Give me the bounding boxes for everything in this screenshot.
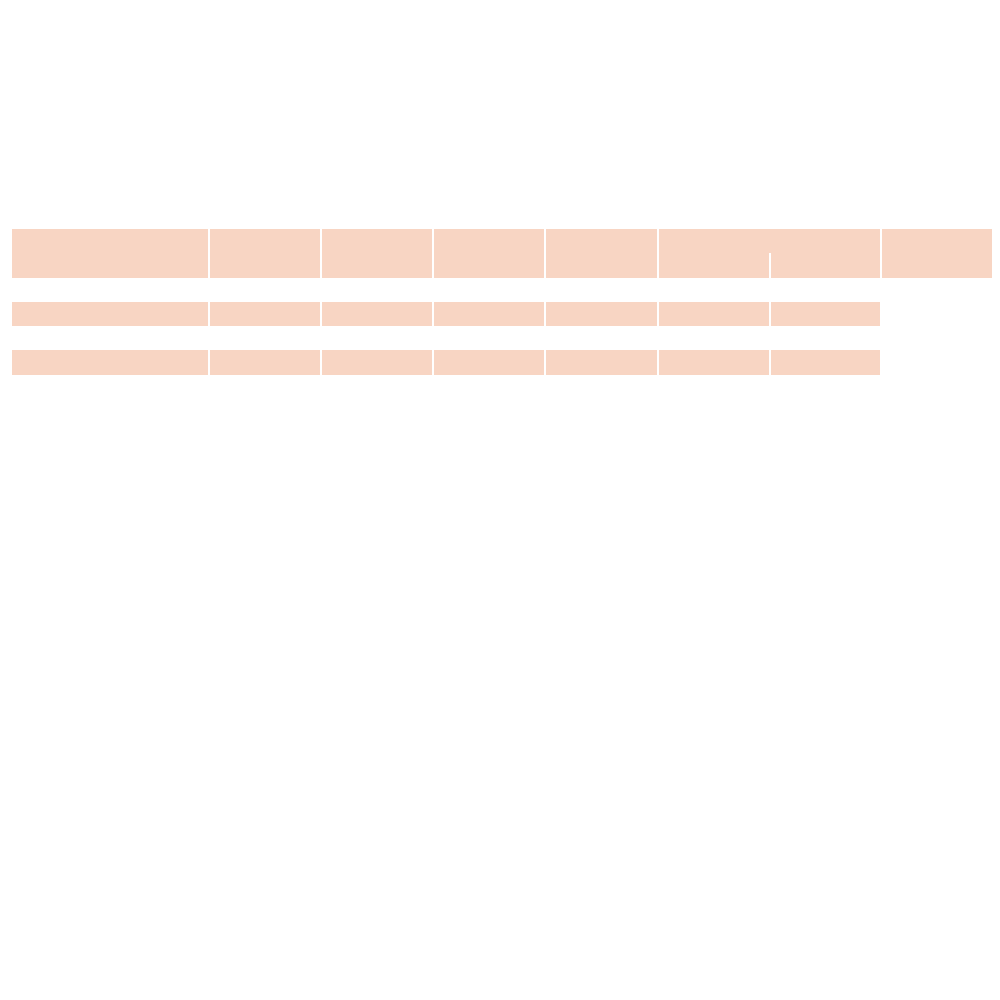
- data-rows: [12, 278, 992, 375]
- cell-rpm: [210, 350, 320, 374]
- header-signal: [12, 229, 208, 253]
- cell-signal: [12, 326, 208, 350]
- cell-suction: [659, 278, 769, 302]
- cell-flow: [546, 350, 657, 374]
- cell-flow: [546, 278, 657, 302]
- cell-suction: [659, 350, 769, 374]
- unit-rpm: [210, 253, 320, 277]
- cell-rpm: [210, 326, 320, 350]
- cell-signal: [12, 278, 208, 302]
- unit-signal: [12, 253, 208, 277]
- units-row: [12, 253, 992, 277]
- cell-rpm: [210, 278, 320, 302]
- cell-power: [322, 302, 432, 326]
- table-row: [12, 326, 992, 350]
- header-weight: [882, 229, 992, 253]
- cell-power: [322, 278, 432, 302]
- table-row: [12, 302, 992, 326]
- cell-power: [322, 326, 432, 350]
- cell-power: [322, 350, 432, 374]
- header-acoustic: [659, 229, 880, 253]
- cell-weight: [882, 326, 992, 350]
- cell-flow: [546, 302, 657, 326]
- cell-signal: [12, 350, 208, 374]
- cell-suction: [659, 302, 769, 326]
- cell-current: [434, 350, 544, 374]
- table-row: [12, 350, 992, 374]
- header-row: [12, 229, 992, 253]
- cell-weight: [882, 350, 992, 374]
- cell-current: [434, 278, 544, 302]
- unit-weight: [882, 253, 992, 277]
- unit-current: [434, 253, 544, 277]
- unit-power: [322, 253, 432, 277]
- cell-flow: [546, 326, 657, 350]
- cell-signal: [12, 302, 208, 326]
- unit-discharge: [771, 253, 880, 277]
- cell-suction: [659, 326, 769, 350]
- cell-discharge: [771, 350, 880, 374]
- performance-table: [12, 229, 992, 375]
- cell-discharge: [771, 302, 880, 326]
- unit-flow: [546, 253, 657, 277]
- cell-weight: [882, 302, 992, 326]
- cell-rpm: [210, 302, 320, 326]
- cell-current: [434, 326, 544, 350]
- table-row: [12, 278, 992, 302]
- cell-current: [434, 302, 544, 326]
- cell-weight: [882, 278, 992, 302]
- header-flow: [546, 229, 657, 253]
- header-current: [434, 229, 544, 253]
- header-power: [322, 229, 432, 253]
- unit-suction: [659, 253, 769, 277]
- cell-discharge: [771, 326, 880, 350]
- cell-discharge: [771, 278, 880, 302]
- header-rpm: [210, 229, 320, 253]
